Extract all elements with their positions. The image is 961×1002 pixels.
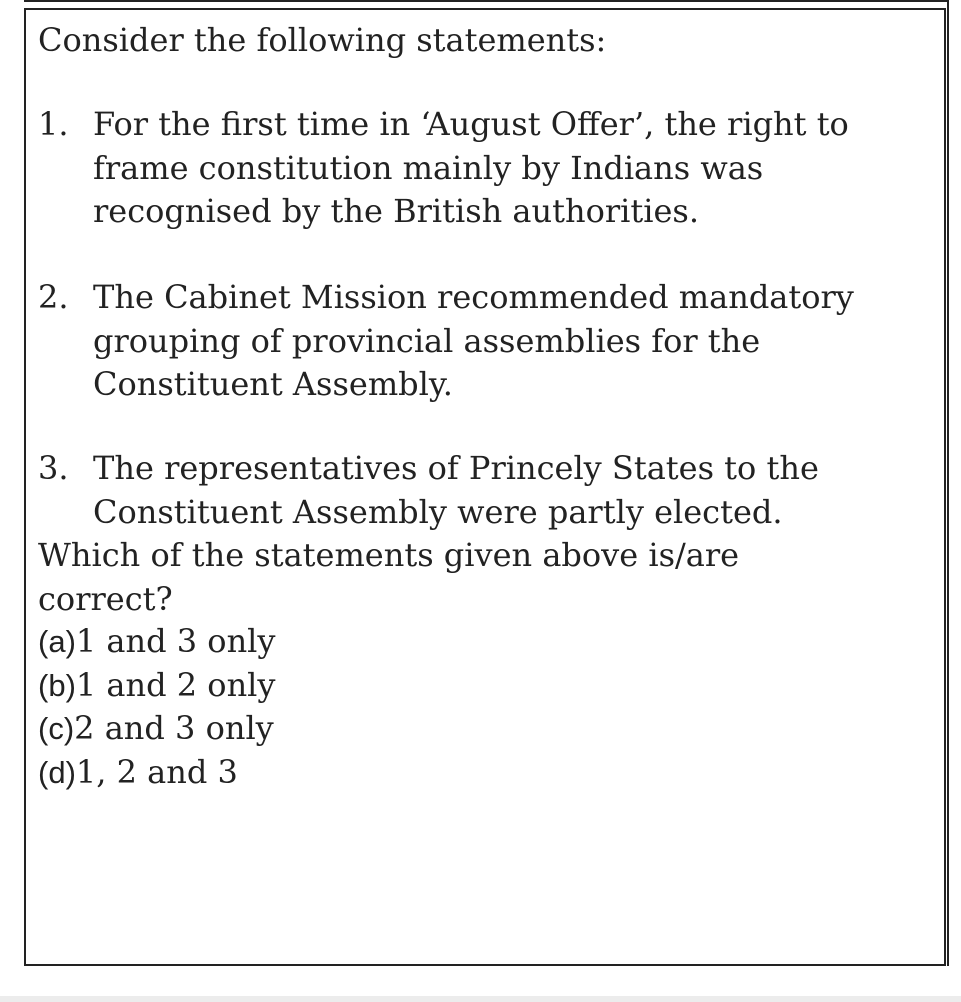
option-b[interactable] bbox=[38, 664, 275, 708]
option-text: 2 and 3 only bbox=[74, 709, 274, 747]
option-label: (b) bbox=[38, 667, 76, 703]
intro-text: Consider the following statements: bbox=[38, 21, 607, 59]
option-text: 1 and 3 only bbox=[75, 622, 276, 660]
statement-line: frame constitution mainly by Indians was bbox=[93, 148, 764, 187]
question-line: correct? bbox=[38, 580, 173, 618]
right-border-line bbox=[947, 0, 949, 966]
statement-line: recognised by the British authorities. bbox=[93, 192, 699, 230]
statement-line: The Cabinet Mission recommended mandatory bbox=[93, 278, 854, 316]
statement-number: 2. bbox=[38, 278, 69, 316]
statement-line: Constituent Assembly were partly elected. bbox=[93, 492, 783, 531]
statement-text bbox=[93, 447, 819, 534]
option-text: 1 and 2 only bbox=[75, 665, 276, 704]
statement-text bbox=[93, 103, 849, 234]
statement-line: The representatives of Princely States to the bbox=[93, 449, 819, 487]
option-label: (c) bbox=[38, 711, 75, 746]
question-line: Which of the statements given above is/are bbox=[38, 536, 740, 574]
statement-line: grouping of provincial assemblies for the bbox=[93, 321, 761, 360]
option-label: (a) bbox=[38, 624, 76, 659]
statement-number: 1. bbox=[38, 105, 69, 143]
statement-line: Constituent Assembly. bbox=[93, 365, 453, 403]
option-a[interactable] bbox=[38, 620, 275, 664]
statement-text bbox=[93, 276, 854, 407]
option-c[interactable] bbox=[38, 707, 275, 751]
statement-number: 3. bbox=[38, 449, 69, 487]
answer-options bbox=[38, 620, 275, 794]
bottom-band bbox=[0, 996, 961, 1002]
question-prompt bbox=[38, 533, 739, 621]
option-label: (d) bbox=[38, 754, 76, 790]
option-d[interactable] bbox=[38, 751, 275, 795]
option-text: 1, 2 and 3 bbox=[75, 752, 238, 791]
top-border-line bbox=[24, 0, 949, 2]
statement-line: For the first time in ‘August Offer’, the right to bbox=[93, 105, 849, 143]
